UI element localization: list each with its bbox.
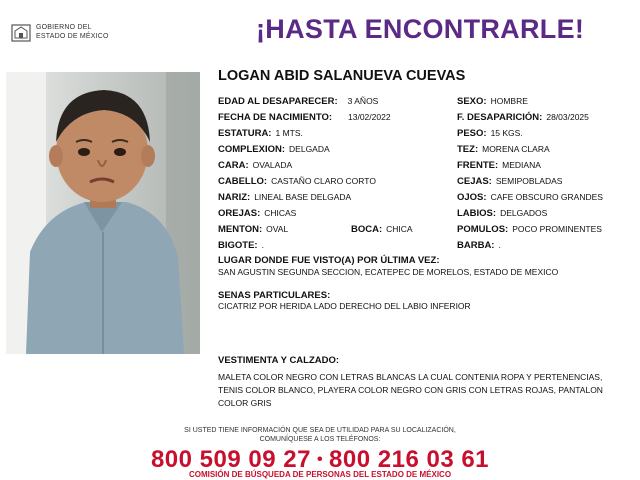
field-fecha-nacimiento (218, 112, 391, 123)
field-value: DELGADA (289, 144, 330, 154)
field-value: OVAL (266, 224, 289, 234)
field-value: OVALADA (252, 160, 293, 170)
field-cejas (457, 176, 562, 187)
field-value: CASTAÑO CLARO CORTO (271, 176, 376, 186)
field-label: LABIOS: (457, 208, 497, 219)
field-label: OREJAS: (218, 208, 261, 219)
field-value: HOMBRE (490, 96, 528, 106)
agency-name: COMISIÓN DE BÚSQUEDA DE PERSONAS DEL ESTADO DE MÉXICO (188, 470, 452, 479)
contact-note-line2: COMUNÍQUESE A LOS TELÉFONOS: (259, 436, 381, 443)
field-value: DELGADOS (500, 208, 548, 218)
field-label: COMPLEXION: (218, 144, 286, 155)
phone-number-2[interactable]: 800 216 03 61 (329, 446, 490, 473)
field-fecha-desaparicion (457, 112, 589, 123)
person-name: LOGAN ABID SALANUEVA CUEVAS (218, 68, 466, 84)
field-label: POMULOS: (457, 224, 509, 235)
field-frente (457, 160, 541, 171)
separator-dot: • (316, 451, 324, 468)
field-label: F. DESAPARICIÓN: (457, 112, 543, 123)
field-label: EDAD AL DESAPARECER: (218, 96, 338, 107)
field-label: BIGOTE: (218, 240, 258, 251)
field-label: ESTATURA: (218, 128, 272, 139)
field-boca (351, 224, 413, 235)
field-value: 1 MTS. (275, 128, 303, 138)
field-bigote (218, 240, 264, 251)
state-seal-icon (10, 22, 32, 44)
field-sexo (457, 96, 528, 107)
field-value: POCO PROMINENTES (512, 224, 602, 234)
field-label: BARBA: (457, 240, 495, 251)
field-barba (457, 240, 501, 251)
field-value: LINEAL BASE DELGADA (254, 192, 352, 202)
field-label: CABELLO: (218, 176, 268, 187)
field-edad (218, 96, 378, 107)
field-complexion (218, 144, 330, 155)
field-nariz (218, 192, 351, 203)
clothing-value: MALETA COLOR NEGRO CON LETRAS BLANCAS LA CUAL CONTENIA ROPA Y PERTENENCIAS, TENIS COLOR BLANCO, PLAYERA COLOR NEGRO CON GRIS CON LETRAS ROJAS, PANTALON COLOR GRIS (218, 372, 603, 408)
field-ojos (457, 192, 603, 203)
field-estatura (218, 128, 303, 139)
headline: ¡HASTA ENCONTRARLE! (256, 14, 585, 44)
government-label-line2: ESTADO DE MÉXICO (36, 33, 109, 40)
field-value: 3 AÑOS (347, 96, 379, 106)
missing-person-photo (6, 72, 200, 354)
field-value: 28/03/2025 (546, 112, 589, 122)
field-peso (457, 128, 523, 139)
field-value: MEDIANA (502, 160, 541, 170)
field-label: NARIZ: (218, 192, 251, 203)
contact-note (0, 426, 640, 444)
field-menton (218, 224, 288, 235)
field-cabello (218, 176, 376, 187)
field-value: 15 KGS. (490, 128, 523, 138)
field-orejas (218, 208, 296, 219)
field-value: CHICA (386, 224, 413, 234)
field-value: CAFE OBSCURO GRANDES (490, 192, 603, 202)
field-value: MORENA CLARA (482, 144, 550, 154)
field-cara (218, 160, 292, 171)
field-value: SEMIPOBLADAS (495, 176, 563, 186)
field-label: PESO: (457, 128, 487, 139)
field-value: . (498, 240, 501, 250)
field-label: MENTON: (218, 224, 263, 235)
field-label: CARA: (218, 160, 249, 171)
clothing-label: VESTIMENTA Y CALZADO: (218, 355, 340, 366)
government-label-line1: GOBIERNO DEL (36, 24, 92, 31)
contact-note-line1: SI USTED TIENE INFORMACIÓN QUE SEA DE UTILIDAD PARA SU LOCALIZACIÓN, (184, 427, 456, 434)
field-pomulos (457, 224, 602, 235)
government-logo (10, 20, 120, 46)
field-value: . (261, 240, 264, 250)
field-label: TEZ: (457, 144, 479, 155)
field-value: 13/02/2022 (348, 112, 391, 122)
last-seen-label: LUGAR DONDE FUE VISTO(A) POR ÚLTIMA VEZ: (218, 255, 440, 266)
field-labios (457, 208, 547, 219)
phone-number-1[interactable]: 800 509 09 27 (150, 446, 311, 473)
field-label: OJOS: (457, 192, 487, 203)
distinguishing-marks-value: CICATRIZ POR HERIDA LADO DERECHO DEL LABIO INFERIOR (218, 301, 471, 311)
field-tez (457, 144, 550, 155)
field-label: FECHA DE NACIMIENTO: (218, 112, 332, 123)
field-label: BOCA: (351, 224, 383, 235)
field-label: FRENTE: (457, 160, 499, 171)
distinguishing-marks-label: SENAS PARTICULARES: (218, 290, 331, 301)
field-value: CHICAS (264, 208, 297, 218)
last-seen-value: SAN AGUSTIN SEGUNDA SECCION, ECATEPEC DE MORELOS, ESTADO DE MEXICO (218, 267, 559, 277)
field-label: SEXO: (457, 96, 487, 107)
field-label: CEJAS: (457, 176, 492, 187)
